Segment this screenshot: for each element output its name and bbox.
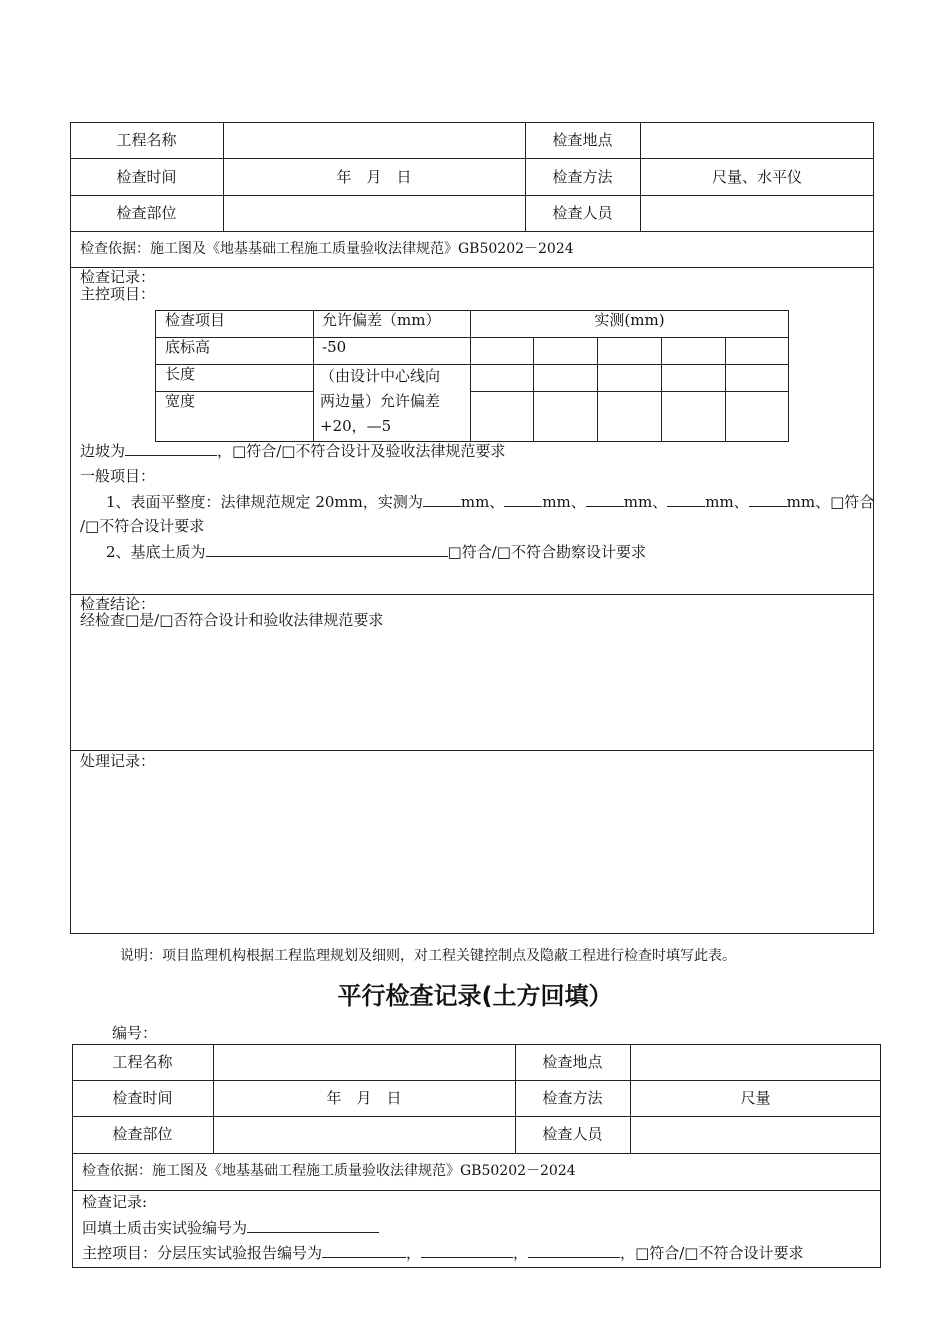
table-row-divider (470, 391, 789, 392)
tolerance-bottom-elevation: -50 (322, 338, 347, 356)
part-field[interactable] (216, 1118, 512, 1152)
inspector-label: 检查人员 (542, 1125, 603, 1143)
part-label: 检查部位 (112, 1125, 173, 1143)
time-label: 检查时间 (116, 168, 177, 186)
row-label-length: 长度 (165, 365, 196, 383)
compaction-line (82, 1243, 803, 1262)
comma: ， (513, 1244, 529, 1262)
method-label: 检查方法 (552, 168, 613, 186)
location-label: 检查地点 (552, 131, 613, 149)
col-header-item: 检查项目 (165, 311, 226, 329)
conclusion-text: 经检查□是/□否符合设计和验收法律规范要求 (80, 611, 384, 629)
basis-text: 检查依据：施工图及《地基基础工程施工质量验收法律规范》GB50202－2024 (80, 241, 574, 257)
part-label: 检查部位 (116, 204, 177, 222)
date-field[interactable]: 年 月 日 (326, 1089, 402, 1107)
soil-quality-line (106, 542, 646, 561)
table-col-divider (661, 337, 662, 442)
inspector-field[interactable] (633, 1118, 878, 1152)
flatness-blank-5[interactable] (749, 492, 787, 507)
unit-mm: mm、 (705, 493, 749, 511)
comma: ， (620, 1244, 636, 1262)
flatness-blank-3[interactable] (586, 492, 624, 507)
comma: ， (406, 1244, 422, 1262)
unit-mm: mm、 (542, 493, 586, 511)
soil-quality-suffix: □符合/□不符合勘察设计要求 (447, 543, 646, 561)
table-col-divider (533, 337, 534, 442)
location-label: 检查地点 (542, 1053, 603, 1071)
compaction-prefix: 主控项目：分层压实试验报告编号为 (82, 1244, 323, 1262)
flatness-blank-2[interactable] (504, 492, 542, 507)
slope-suffix: ，□符合/□不符合设计及验收法律规范要求 (217, 442, 506, 460)
row-label-width: 宽度 (165, 392, 196, 410)
inspector-label: 检查人员 (552, 204, 613, 222)
basis-text: 检查依据：施工图及《地基基础工程施工质量验收法律规范》GB50202－2024 (82, 1163, 576, 1179)
unit-mm: mm、 (786, 493, 831, 511)
flatness-line-2: /□不符合设计要求 (80, 517, 205, 535)
part-field[interactable] (226, 197, 522, 231)
row-divider (70, 195, 874, 196)
row-divider (72, 1080, 881, 1081)
soil-quality-prefix: 2、基底土质为 (106, 543, 206, 561)
conclusion-label: 检查结论： (80, 595, 156, 613)
main-items-label: 主控项目： (80, 285, 156, 303)
flatness-blank-1[interactable] (423, 492, 461, 507)
compaction-blank-2[interactable] (421, 1243, 513, 1258)
inspector-field[interactable] (643, 197, 871, 231)
tolerance-line: +20，—5 (320, 417, 392, 435)
unit-mm: mm、 (460, 493, 505, 511)
table-col-divider (725, 337, 726, 442)
form-note: 说明：项目监理机构根据工程监理规划及细则，对工程关键控制点及隐蔽工程进行检查时填写此表。 (120, 948, 736, 964)
soil-quality-blank[interactable] (206, 542, 448, 557)
date-field[interactable]: 年 月 日 (336, 168, 412, 186)
row-divider (72, 1190, 881, 1191)
flatness-conform: □符合 (830, 493, 875, 511)
col-header-measured: 实测(mm) (594, 311, 665, 329)
table-row-divider (155, 337, 789, 338)
tolerance-line: （由设计中心线向 (320, 367, 441, 385)
table-col-divider (597, 337, 598, 442)
backfill-prefix: 回填土质击实试验编号为 (82, 1219, 248, 1237)
time-label: 检查时间 (112, 1089, 173, 1107)
project-name-field[interactable] (226, 124, 522, 158)
location-field[interactable] (643, 124, 871, 158)
compaction-blank-1[interactable] (322, 1243, 406, 1258)
compaction-blank-3[interactable] (528, 1243, 620, 1258)
row-divider (70, 750, 874, 751)
record-label: 检查记录: (82, 1193, 148, 1211)
project-name-label: 工程名称 (112, 1053, 173, 1071)
backfill-line (82, 1218, 379, 1237)
backfill-number-blank[interactable] (247, 1218, 379, 1233)
row-divider (70, 594, 874, 595)
tolerance-length-width (320, 364, 440, 439)
table-col-divider (470, 310, 471, 442)
flatness-blank-4[interactable] (667, 492, 705, 507)
slope-line (80, 441, 505, 460)
measurement-table-border (155, 310, 789, 442)
method-label: 检查方法 (542, 1089, 603, 1107)
tolerance-line: 两边量）允许偏差 (320, 392, 441, 410)
row-divider (70, 231, 874, 232)
row-divider (72, 1153, 881, 1154)
flatness-prefix: 1、表面平整度：法律规范规定 20mm，实测为 (106, 493, 423, 511)
record-label: 检查记录： (80, 268, 156, 286)
row-label-bottom-elevation: 底标高 (165, 338, 211, 356)
project-name-label: 工程名称 (116, 131, 177, 149)
unit-mm: mm、 (623, 493, 668, 511)
slope-blank[interactable] (125, 441, 217, 456)
slope-prefix: 边坡为 (80, 442, 126, 460)
location-field[interactable] (633, 1046, 878, 1080)
method-value: 尺量 (740, 1089, 771, 1107)
method-value: 尺量、水平仪 (711, 168, 802, 186)
form2-title: 平行检查记录(土方回填） (337, 982, 613, 1010)
handling-label: 处理记录： (80, 752, 156, 770)
table-col-divider (313, 310, 314, 442)
col-header-tolerance: 允许偏差（mm） (322, 311, 441, 329)
flatness-line (106, 492, 874, 511)
row-divider (70, 267, 874, 268)
row-divider (72, 1116, 881, 1117)
compaction-suffix: □符合/□不符合设计要求 (635, 1244, 804, 1262)
project-name-field[interactable] (216, 1046, 512, 1080)
number-label: 编号： (112, 1024, 158, 1042)
general-items-label: 一般项目： (80, 467, 156, 485)
table-row-divider (155, 364, 789, 365)
row-divider (70, 158, 874, 159)
